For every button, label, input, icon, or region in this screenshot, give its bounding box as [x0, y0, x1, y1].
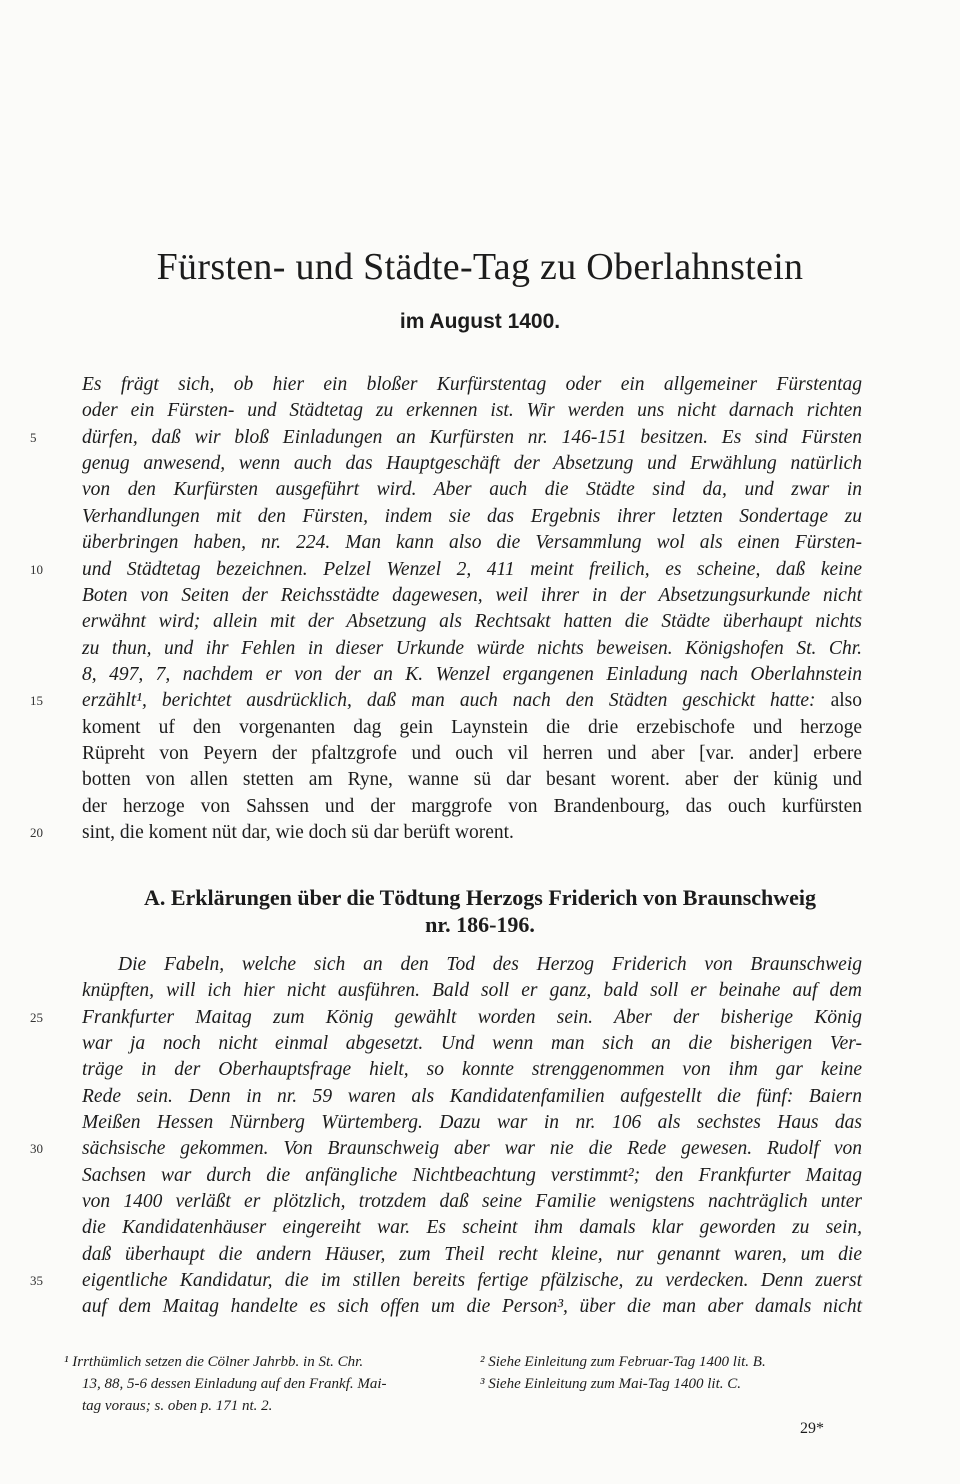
page-number: 29* — [800, 1420, 824, 1437]
line-number: 25 — [30, 1010, 43, 1025]
text-line: überbringen haben, nr. 224. Man kann also die Versammlung wol als einen Fürsten- — [82, 532, 862, 553]
footnote-1-line: tag voraus; s. oben p. 171 nt. 2. — [82, 1398, 273, 1414]
page-title: Fürsten- und Städte-Tag zu Oberlahnstein — [156, 246, 804, 288]
line-number: 20 — [30, 825, 43, 840]
page-subtitle: im August 1400. — [399, 310, 561, 333]
text-line: die Kandidatenhäuser eingereiht war. Es scheint ihm damals klar geworden zu sein, — [82, 1217, 862, 1238]
text-line: Boten von Seiten der Reichsstädte dagewesen, weil ihrer in der Absetzungsurkunde nicht — [82, 585, 862, 606]
footnote-2: ² Siehe Einleitung zum Februar-Tag 1400 lit. B. — [480, 1354, 766, 1370]
text-line: Sachsen war durch die anfängliche Nichtbeachtung verstimmt²; den Frankfurter Maitag — [82, 1165, 862, 1186]
text-line: und Städtetag bezeichnen. Pelzel Wenzel 2, 411 meint freilich, es scheine, daß keine — [82, 559, 862, 580]
text-line: erwähnt wird; allein mit der Absetzung als Rechtsakt hatten die Städte überhaupt nichts — [82, 611, 862, 632]
text-line: knüpften, will ich hier nicht ausführen. Bald soll er ganz, bald soll er beinahe auf dem — [82, 980, 862, 1001]
footnote-3: ³ Siehe Einleitung zum Mai-Tag 1400 lit. C. — [480, 1376, 742, 1392]
section-heading-number: nr. 186-196. — [425, 912, 535, 937]
text-line: von den Kurfürsten ausgeführt wird. Aber auch die Städte sind da, und zwar in — [82, 479, 862, 500]
text-line: genug anwesend, wenn auch das Hauptgeschäft der Absetzung und Erwählung natürlich — [82, 453, 862, 474]
quote-line: sint, die koment nüt dar, wie doch sü dar berüft worent. — [82, 822, 514, 843]
text-span: also — [815, 690, 862, 711]
line-number: 30 — [30, 1141, 43, 1156]
quote-line: der herzoge von Sahssen und der marggrofe von Brandenbourg, das ouch kurfürsten — [82, 796, 862, 817]
text-line: war ja noch nicht einmal abgesetzt. Und wenn man sich an die bisherigen Ver- — [82, 1033, 862, 1054]
text-line: sächsische gekommen. Von Braunschweig aber war nie die Rede gewesen. Rudolf von — [82, 1138, 862, 1159]
text-line: Frankfurter Maitag zum König gewählt worden sein. Aber der bisherige König — [82, 1007, 862, 1028]
text-line: oder ein Fürsten- und Städtetag zu erkennen ist. Wir werden uns nicht darnach richten — [82, 400, 862, 421]
quote-line: botten von allen stetten am Ryne, wanne sü dar besant worent. aber der künig und — [82, 769, 862, 790]
text-line: dürfen, daß wir bloß Einladungen an Kurfürsten nr. 146-151 besitzen. Es sind Fürsten — [82, 427, 862, 448]
line-number: 35 — [30, 1273, 43, 1288]
text-line: auf dem Maitag handelte es sich offen um die Person³, über die man aber damals nicht — [82, 1296, 862, 1317]
line-number: 10 — [30, 562, 43, 577]
text-span: erzählt¹, berichtet ausdrücklich, daß man auch nach den Städten geschickt hatte: — [82, 690, 816, 711]
text-line: daß überhaupt die andern Häuser, zum Theil recht kleine, nur genannt waren, um die — [82, 1244, 862, 1265]
text-line: 8, 497, 7, nachdem er von der an K. Wenzel ergangenen Einladung nach Oberlahnstein — [82, 664, 862, 685]
text-line: Meißen Hessen Nürnberg Würtemberg. Dazu war in nr. 106 als sechstes Haus das — [82, 1112, 862, 1133]
footnote-1-line: ¹ Irrthümlich setzen die Cölner Jahrbb. in St. Chr. — [64, 1354, 364, 1370]
line-number: 5 — [30, 430, 37, 445]
text-line-mixed — [82, 688, 862, 714]
text-line: Die Fabeln, welche sich an den Tod des Herzog Friderich von Braunschweig — [118, 954, 862, 975]
text-line: zu thun, und ihr Fehlen in dieser Urkunde würde nichts beweisen. Königshofen St. Chr. — [82, 638, 862, 659]
text-line: Verhandlungen mit den Fürsten, indem sie das Ergebnis ihrer letzten Sondertage zu — [82, 506, 862, 527]
line-number: 15 — [30, 693, 43, 708]
section-heading: A. Erklärungen über die Tödtung Herzogs Friderich von Braunschweig — [143, 885, 817, 910]
quote-line: Rüpreht von Peyern der pfaltzgrofe und ouch vil herren und aber [var. ander] erbere — [82, 743, 862, 764]
text-line: eigentliche Kandidatur, die im stillen bereits fertige pfälzische, zu verdecken. Denn zuerst — [82, 1270, 862, 1291]
footnote-1-line: 13, 88, 5-6 dessen Einladung auf den Frankf. Mai- — [82, 1376, 387, 1392]
text-line: Rede sein. Denn in nr. 59 waren als Kandidatenfamilien aufgestellt die fünf: Baiern — [82, 1086, 862, 1107]
text-line: Es frägt sich, ob hier ein bloßer Kurfürstentag oder ein allgemeiner Fürstentag — [82, 374, 862, 395]
text-line: von 1400 verläßt er plötzlich, trotzdem daß seine Familie wenigstens nachträglich unter — [82, 1191, 862, 1212]
quote-line: koment uf den vorgenanten dag gein Laynstein die drie erzebischofe und herzoge — [82, 717, 862, 738]
text-line: träge in der Oberhauptsfrage hielt, so konnte strenggenommen von ihm gar keine — [82, 1059, 862, 1080]
